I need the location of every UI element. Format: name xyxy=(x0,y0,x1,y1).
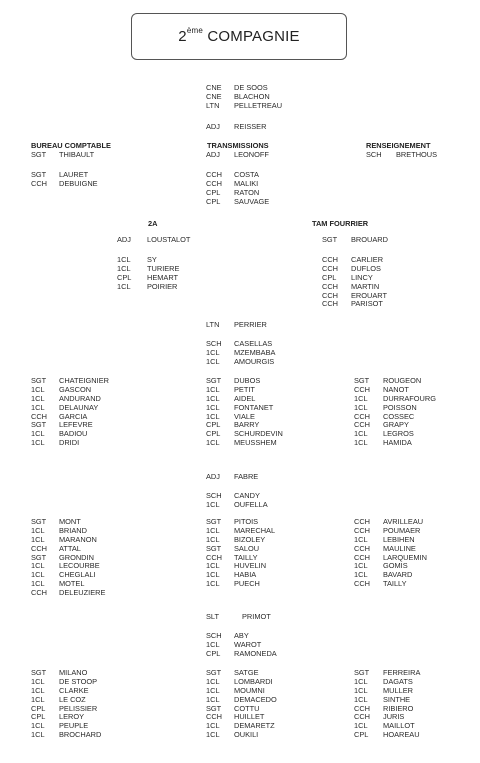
soldier-name: NANOT xyxy=(383,384,409,394)
rank-label: 1CL xyxy=(31,676,45,686)
platoon2-command-block xyxy=(206,492,268,510)
roster-row xyxy=(354,439,436,448)
rank-label: 1CL xyxy=(31,730,45,740)
soldier-name: REISSER xyxy=(234,122,267,131)
transmissions-lead-block xyxy=(206,151,269,160)
soldier-name: SINTHE xyxy=(383,694,411,704)
soldier-name: PRIMOT xyxy=(242,612,271,621)
header-tam-fourrier: TAM FOURRIER xyxy=(312,219,369,228)
soldier-name: MOUMNI xyxy=(234,685,265,695)
soldier-name: LOUSTALOT xyxy=(147,235,191,244)
rank-label: CCH xyxy=(206,552,223,562)
rank-label: CCH xyxy=(354,525,371,535)
roster-row xyxy=(206,102,282,111)
soldier-name: LEFEVRE xyxy=(59,420,93,430)
soldier-name: MAULINE xyxy=(383,543,416,553)
rank-label: CPL xyxy=(206,420,221,430)
roster-row xyxy=(31,180,98,189)
soldier-name: BARRY xyxy=(234,420,260,430)
tam-staff-block xyxy=(322,256,387,309)
rank-label: CCH xyxy=(354,552,371,562)
roster-row xyxy=(206,473,258,482)
soldier-name: LINCY xyxy=(351,272,373,282)
soldier-name: PITOIS xyxy=(234,517,259,526)
header-bureau-comptable: BUREAU COMPTABLE xyxy=(31,141,111,150)
rank-label: CCH xyxy=(354,384,371,394)
rank-label: 1CL xyxy=(117,263,131,273)
rank-label: CCH xyxy=(206,170,223,179)
rank-label: 1CL xyxy=(354,561,368,571)
rank-label: SGT xyxy=(206,703,222,713)
rank-label: CPL xyxy=(117,272,132,282)
roster-row xyxy=(206,731,277,740)
section-2a-lead-block xyxy=(117,236,190,245)
soldier-name: DEMARETZ xyxy=(234,721,275,731)
bureau-lead-block xyxy=(31,151,94,160)
rank-label: CNE xyxy=(206,91,222,101)
platoon1-right-group xyxy=(354,377,436,448)
soldier-name: LOMBARDI xyxy=(234,676,273,686)
platoon3-left-group xyxy=(31,669,101,740)
rank-label: 1CL xyxy=(31,579,45,589)
soldier-name: PETIT xyxy=(234,384,255,394)
soldier-name: LEGROS xyxy=(383,429,414,439)
rank-label: CCH xyxy=(206,178,223,188)
platoon2-right-group xyxy=(354,518,427,589)
soldier-name: BRIAND xyxy=(59,525,87,535)
transmissions-staff-block xyxy=(206,171,269,207)
soldier-name: GRONDIN xyxy=(59,552,94,562)
soldier-name: SALOU xyxy=(234,543,260,553)
rank-label: SGT xyxy=(31,170,47,179)
soldier-name: TAILLY xyxy=(383,579,407,589)
roster-row xyxy=(206,580,275,589)
soldier-name: GARCIA xyxy=(59,411,88,421)
platoon3-center-group xyxy=(206,669,277,740)
rank-label: 1CL xyxy=(354,438,368,448)
roster-row xyxy=(31,151,94,160)
rank-label: 1CL xyxy=(206,499,220,509)
rank-label: CCH xyxy=(31,178,48,188)
soldier-name: HUILLET xyxy=(234,712,265,722)
rank-label: 1CL xyxy=(117,281,131,291)
platoon1-leader-block xyxy=(206,321,267,330)
rank-label: 1CL xyxy=(206,356,220,366)
rank-label: CPL xyxy=(206,196,221,206)
rank-label: CCH xyxy=(31,588,48,598)
soldier-name: ATTAL xyxy=(59,543,81,553)
soldier-name: DEBUIGNE xyxy=(59,178,98,188)
rank-label: 1CL xyxy=(206,393,220,403)
soldier-name: CHATEIGNIER xyxy=(59,376,109,385)
rank-label: SGT xyxy=(206,376,222,385)
rank-label: 1CL xyxy=(206,347,220,357)
soldier-name: VIALE xyxy=(234,411,255,421)
soldier-name: MARECHAL xyxy=(234,525,276,535)
rank-label: 1CL xyxy=(31,393,45,403)
soldier-name: HEMART xyxy=(147,272,179,282)
platoon2-leader-block xyxy=(206,473,258,482)
soldier-name: CLARKE xyxy=(59,685,89,695)
platoon3-command-block xyxy=(206,632,277,659)
rank-label: 1CL xyxy=(31,721,45,731)
soldier-name: PUECH xyxy=(234,579,260,589)
rank-label: 1CL xyxy=(31,525,45,535)
soldier-name: LEROY xyxy=(59,712,85,722)
rank-label: SGT xyxy=(31,376,47,385)
soldier-name: ANDURAND xyxy=(59,393,101,403)
soldier-name: BRETHOUS xyxy=(396,150,438,159)
soldier-name: DURRAFOURG xyxy=(383,393,436,403)
soldier-name: BAVARD xyxy=(383,570,413,580)
rank-label: 1CL xyxy=(354,685,368,695)
platoon2-left-group xyxy=(31,518,105,598)
soldier-name: EROUART xyxy=(351,290,388,300)
rank-label: 1CL xyxy=(206,639,220,649)
soldier-name: HOAREAU xyxy=(383,730,420,740)
rank-label: 1CL xyxy=(31,534,45,544)
rank-label: 1CL xyxy=(206,534,220,544)
rank-label: SGT xyxy=(354,376,370,385)
soldier-name: SCHURDEVIN xyxy=(234,429,283,439)
soldier-name: LECOURBE xyxy=(59,561,100,571)
soldier-name: MOTEL xyxy=(59,579,85,589)
rank-label: SGT xyxy=(206,668,222,677)
rank-label: SGT xyxy=(206,517,222,526)
soldier-name: GRAPY xyxy=(383,420,409,430)
roster-row xyxy=(206,650,277,659)
platoon3-right-group xyxy=(354,669,420,740)
roster-row xyxy=(206,198,269,207)
soldier-name: MAILLOT xyxy=(383,721,415,731)
rank-label: 1CL xyxy=(206,579,220,589)
rank-label: CCH xyxy=(354,543,371,553)
roster-row xyxy=(366,151,437,160)
soldier-name: DEMACEDO xyxy=(234,694,277,704)
rank-label: 1CL xyxy=(31,685,45,695)
rank-label: CCH xyxy=(354,517,371,526)
rank-label: 1CL xyxy=(206,730,220,740)
soldier-name: PERRIER xyxy=(234,320,267,329)
soldier-name: LE COZ xyxy=(59,694,86,704)
soldier-name: PELLETREAU xyxy=(234,100,283,110)
soldier-name: CHEGLALI xyxy=(59,570,96,580)
soldier-name: AIDEL xyxy=(234,393,256,403)
rank-label: CCH xyxy=(31,411,48,421)
roster-row xyxy=(31,439,109,448)
rank-label: 1CL xyxy=(117,255,131,264)
rank-label: CPL xyxy=(31,703,46,713)
soldier-name: PARISOT xyxy=(351,299,383,309)
rank-label: ADJ xyxy=(206,472,220,481)
rank-label: 1CL xyxy=(354,393,368,403)
rank-label: CCH xyxy=(354,712,371,722)
roster-row xyxy=(354,580,427,589)
soldier-name: OUFELLA xyxy=(234,499,268,509)
rank-label: SCH xyxy=(206,491,222,500)
soldier-name: HAMIDA xyxy=(383,438,412,448)
soldier-name: FERREIRA xyxy=(383,668,421,677)
rank-label: ADJ xyxy=(117,235,131,244)
rank-label: SGT xyxy=(322,235,338,244)
rank-label: LTN xyxy=(206,100,220,110)
soldier-name: LEONOFF xyxy=(234,150,269,159)
rank-label: SGT xyxy=(31,552,47,562)
roster-row xyxy=(117,236,190,245)
rank-label: 1CL xyxy=(206,411,220,421)
soldier-name: TURIERE xyxy=(147,263,180,273)
soldier-name: BADIOU xyxy=(59,429,88,439)
soldier-name: RAMONEDA xyxy=(234,648,277,658)
platoon1-center-group xyxy=(206,377,283,448)
rank-label: CCH xyxy=(206,712,223,722)
rank-label: ADJ xyxy=(206,122,220,131)
soldier-name: MULLER xyxy=(383,685,413,695)
soldier-name: MEUSSHEM xyxy=(234,438,277,448)
platoon1-command-block xyxy=(206,340,275,367)
rank-label: 1CL xyxy=(354,429,368,439)
rank-label: 1CL xyxy=(354,676,368,686)
soldier-name: ABY xyxy=(234,631,249,640)
rank-label: SCH xyxy=(206,339,222,348)
soldier-name: THIBAULT xyxy=(59,150,95,159)
rank-label: SGT xyxy=(31,420,47,430)
soldier-name: ROUGEON xyxy=(383,376,422,385)
rank-label: CCH xyxy=(354,579,371,589)
rank-label: CCH xyxy=(354,703,371,713)
rank-label: 1CL xyxy=(31,438,45,448)
roster-row xyxy=(31,589,105,598)
rank-label: CCH xyxy=(322,290,339,300)
soldier-name: CANDY xyxy=(234,491,260,500)
soldier-name: DUBOS xyxy=(234,376,261,385)
rank-label: 1CL xyxy=(206,561,220,571)
soldier-name: MONT xyxy=(59,517,81,526)
rank-label: SGT xyxy=(31,517,47,526)
rank-label: 1CL xyxy=(354,402,368,412)
rank-label: 1CL xyxy=(31,561,45,571)
roster-row xyxy=(206,123,266,132)
roster-row xyxy=(322,300,387,309)
soldier-name: FONTANET xyxy=(234,402,274,412)
rank-label: CCH xyxy=(31,543,48,553)
roster-row xyxy=(206,321,267,330)
soldier-name: MILANO xyxy=(59,668,88,677)
rank-label: CCH xyxy=(322,263,339,273)
soldier-name: DE STOOP xyxy=(59,676,98,686)
rank-label: SGT xyxy=(31,668,47,677)
soldier-name: TAILLY xyxy=(234,552,258,562)
soldier-name: PELISSIER xyxy=(59,703,98,713)
platoon2-center-group xyxy=(206,518,275,589)
soldier-name: SY xyxy=(147,255,157,264)
roster-row xyxy=(206,151,269,160)
soldier-name: GASCON xyxy=(59,384,92,394)
soldier-name: AMOURGIS xyxy=(234,356,275,366)
rank-label: 1CL xyxy=(206,402,220,412)
rank-label: CPL xyxy=(206,648,221,658)
rank-label: 1CL xyxy=(206,676,220,686)
soldier-name: BROCHARD xyxy=(59,730,102,740)
rank-label: 1CL xyxy=(31,402,45,412)
rank-label: 1CL xyxy=(206,384,220,394)
soldier-name: JURIS xyxy=(383,712,405,722)
soldier-name: CARLIER xyxy=(351,255,384,264)
soldier-name: SATGE xyxy=(234,668,259,677)
soldier-name: DELEUZIERE xyxy=(59,588,106,598)
rank-label: CPL xyxy=(322,272,337,282)
rank-label: CPL xyxy=(31,712,46,722)
rank-label: 1CL xyxy=(206,438,220,448)
tam-lead-block xyxy=(322,236,388,245)
soldier-name: MALIKI xyxy=(234,178,259,188)
platoon3-leader-block xyxy=(206,613,271,622)
header-section-2a: 2A xyxy=(148,219,158,228)
soldier-name: PEUPLE xyxy=(59,721,89,731)
header-transmissions: TRANSMISSIONS xyxy=(207,141,269,150)
rank-label: CNE xyxy=(206,83,222,92)
rank-label: SGT xyxy=(31,150,47,159)
soldier-name: COSSEC xyxy=(383,411,415,421)
soldier-name: COTTU xyxy=(234,703,260,713)
rank-label: 1CL xyxy=(206,694,220,704)
company-title: 2ème COMPAGNIE xyxy=(178,26,300,45)
soldier-name: AVRILLEAU xyxy=(383,517,424,526)
company-title-box xyxy=(131,13,347,60)
soldier-name: FABRE xyxy=(234,472,259,481)
roster-row xyxy=(322,236,388,245)
rank-label: CCH xyxy=(322,255,339,264)
rank-label: SGT xyxy=(206,543,222,553)
soldier-name: HABIA xyxy=(234,570,257,580)
rank-label: 1CL xyxy=(31,384,45,394)
soldier-name: LARQUEMIN xyxy=(383,552,427,562)
roster-row xyxy=(354,731,420,740)
rank-label: LTN xyxy=(206,320,220,329)
rank-label: 1CL xyxy=(31,694,45,704)
rank-label: CPL xyxy=(206,429,221,439)
soldier-name: DAGATS xyxy=(383,676,413,686)
roster-row xyxy=(206,613,271,622)
adj-reisser-block xyxy=(206,123,266,132)
soldier-name: POUMAER xyxy=(383,525,421,535)
roster-row xyxy=(31,731,101,740)
rank-label: 1CL xyxy=(354,694,368,704)
platoon1-left-group xyxy=(31,377,109,448)
roster-row xyxy=(206,358,275,367)
rank-label: CCH xyxy=(322,299,339,309)
rank-label: CPL xyxy=(354,730,369,740)
renseignement-block xyxy=(366,151,437,160)
soldier-name: BLACHON xyxy=(234,91,270,101)
soldier-name: RATON xyxy=(234,187,260,197)
roster-row xyxy=(206,439,283,448)
rank-label: 1CL xyxy=(354,570,368,580)
rank-label: SCH xyxy=(206,631,222,640)
soldier-name: DRIDI xyxy=(59,438,80,448)
rank-label: CCH xyxy=(354,411,371,421)
soldier-name: POISSON xyxy=(383,402,417,412)
header-renseignement: RENSEIGNEMENT xyxy=(366,141,431,150)
rank-label: SLT xyxy=(206,612,220,621)
soldier-name: LEBIHEN xyxy=(383,534,415,544)
rank-label: 1CL xyxy=(206,570,220,580)
soldier-name: LAURET xyxy=(59,170,89,179)
rank-label: SCH xyxy=(366,150,382,159)
section-2a-staff-block xyxy=(117,256,179,292)
rank-label: SGT xyxy=(354,668,370,677)
soldier-name: GOMIS xyxy=(383,561,408,571)
rank-label: 1CL xyxy=(206,721,220,731)
soldier-name: COSTA xyxy=(234,170,259,179)
soldier-name: HUVELIN xyxy=(234,561,267,571)
rank-label: CPL xyxy=(206,187,221,197)
rank-label: 1CL xyxy=(31,429,45,439)
soldier-name: SAUVAGE xyxy=(234,196,270,206)
soldier-name: BIZOLEY xyxy=(234,534,266,544)
rank-label: 1CL xyxy=(354,534,368,544)
soldier-name: DUFLOS xyxy=(351,263,381,273)
soldier-name: DE SOOS xyxy=(234,83,268,92)
soldier-name: BROUARD xyxy=(351,235,388,244)
soldier-name: CASELLAS xyxy=(234,339,273,348)
command-block xyxy=(206,84,282,111)
rank-label: 1CL xyxy=(206,685,220,695)
soldier-name: MARTIN xyxy=(351,281,380,291)
soldier-name: RIBIERO xyxy=(383,703,414,713)
roster-row xyxy=(117,283,179,292)
rank-label: CCH xyxy=(354,420,371,430)
soldier-name: DELAUNAY xyxy=(59,402,99,412)
soldier-name: OUKILI xyxy=(234,730,259,740)
rank-label: 1CL xyxy=(206,525,220,535)
soldier-name: POIRIER xyxy=(147,281,178,291)
soldier-name: MARANON xyxy=(59,534,97,544)
bureau-staff-block xyxy=(31,171,98,189)
rank-label: ADJ xyxy=(206,150,220,159)
rank-label: CCH xyxy=(322,281,339,291)
soldier-name: WAROT xyxy=(234,639,262,649)
rank-label: 1CL xyxy=(354,721,368,731)
soldier-name: MZEMBABA xyxy=(234,347,276,357)
rank-label: 1CL xyxy=(31,570,45,580)
roster-row xyxy=(206,501,268,510)
